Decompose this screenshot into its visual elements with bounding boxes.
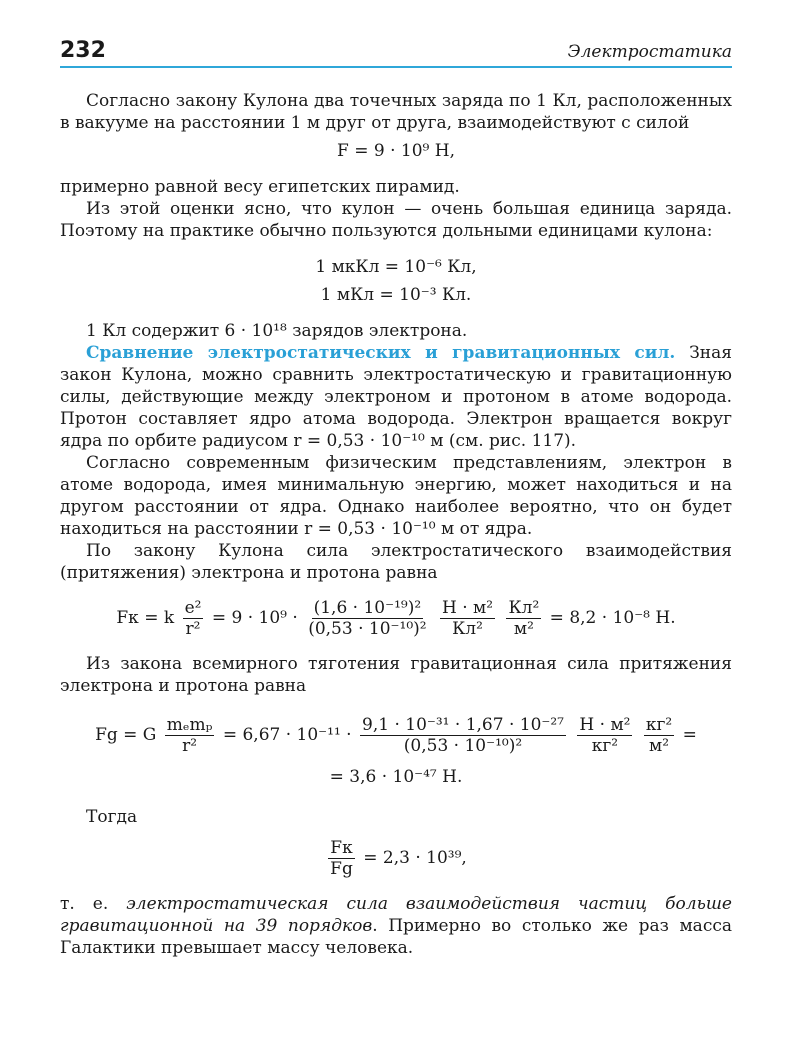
eq4-tail: = <box>682 725 697 745</box>
eq3-frac-units-1: $\frac{\text{Н · м²}}{\text{Кл²}}$ <box>442 598 494 639</box>
eq4-frac-units-2: $\frac{\text{кг²}}{\text{м²}}$ <box>645 715 673 756</box>
paragraph-conclusion: т. е. электростатическая сила взаимодействия частиц больше гравитационной на 39 порядков. Примерно во столько же раз масса Галактики превышает массу человека. <box>60 894 732 958</box>
equation-force-1c: F = 9 · 10⁹ Н, <box>337 141 455 161</box>
paragraph-modern-view: Согласно современным физическим представлениям, электрон в атоме водорода, имея минимальную энергию, может находиться и на другом расстоянии от ядра. Однако наиболее вероятно, что он будет находиться на расстоянии r = 0,53 · 10⁻¹⁰ м от ядра. <box>60 453 732 539</box>
eq3-rhs: = 8,2 · 10⁻⁸ Н. <box>549 608 676 628</box>
equation-gravity-force <box>60 715 732 756</box>
paragraph-electron-count: 1 Кл содержит 6 · 10¹⁸ зарядов электрона. <box>86 321 468 341</box>
eq4-lhs: Fg = G <box>95 725 157 745</box>
paragraph-comparison <box>60 342 732 452</box>
running-title: Электростатика <box>567 42 732 62</box>
eq3-lhs: Fк = k <box>116 608 175 628</box>
paragraph-coulomb-intro: Согласно закону Кулона два точечных заряда по 1 Кл, расположенных в вакууме на расстоянии 1 м друг от друга, взаимодействуют с силой <box>60 91 732 133</box>
eq4-mid: = 6,67 · 10⁻¹¹ · <box>222 725 352 745</box>
header-rule <box>60 66 732 68</box>
eq3-frac-units-2: $\frac{\text{Кл²}}{\text{м²}}$ <box>508 598 540 639</box>
section-heading: Сравнение электростатических и гравитационных сил. <box>86 343 676 363</box>
equation-millicoulomb: 1 мКл = 10⁻³ Кл. <box>320 285 472 305</box>
paragraph-coulomb-large: Из этой оценки ясно, что кулон — очень большая единица заряда. Поэтому на практике обычно пользуются дольными единицами кулона: <box>60 199 732 241</box>
paragraph-then: Тогда <box>86 807 138 827</box>
paragraph-gravity: Из закона всемирного тяготения гравитационная сила притяжения электрона и протона равна <box>60 654 732 696</box>
paragraph-pyramids: примерно равной весу египетских пирамид. <box>60 177 460 197</box>
equation-microcoulomb: 1 мкКл = 10⁻⁶ Кл, <box>315 257 477 277</box>
eq3-frac-values: $\frac{\text{(1,6 · 10⁻¹⁹)²}}{\text{(0,53 · 10⁻¹⁰)²}}$ <box>308 598 427 639</box>
equation-coulomb-force <box>60 598 732 639</box>
eq3-frac-e2-r2: $\frac{\text{e²}}{\text{r²}}$ <box>184 598 202 639</box>
paragraph-coulomb-force: По закону Кулона сила электростатического взаимодействия (притяжения) электрона и протона равна <box>60 541 732 583</box>
eq5-rhs: = 2,3 · 10³⁹, <box>363 848 467 868</box>
equation-ratio <box>60 838 732 879</box>
equation-gravity-result: = 3,6 · 10⁻⁴⁷ Н. <box>329 767 463 787</box>
eq4-frac-units-1: $\frac{\text{Н · м²}}{\text{кг²}}$ <box>579 715 631 756</box>
page-header <box>60 38 732 68</box>
page-body <box>60 90 732 959</box>
eq3-mid: = 9 · 10⁹ · <box>211 608 298 628</box>
eq4-frac-values: $\frac{\text{9,1 · 10⁻³¹ · 1,67 · 10⁻²⁷}}{\text{(0,53 · 10⁻¹⁰)²}}$ <box>362 715 564 756</box>
paragraph-comparison-text: Зная закон Кулона, можно сравнить электростатическую и гравитационную силы, действующие между электроном и протоном в атоме водорода. Протон составляет ядро атома водорода. Электрон вращается вокруг ядра по орбите радиусом r = 0,53 · 10⁻¹⁰ м (см. рис. 117). <box>60 343 732 451</box>
conclusion-emphasis: электростатическая сила взаимодействия частиц больше гравитационной на 39 порядков <box>60 894 732 936</box>
page-number: 232 <box>60 38 106 63</box>
eq5-frac-ratio: $\frac{Fк}{Fg}$ <box>330 838 353 879</box>
eq4-frac-masses: $\frac{\text{mₑmₚ}}{\text{r²}}$ <box>166 715 213 756</box>
